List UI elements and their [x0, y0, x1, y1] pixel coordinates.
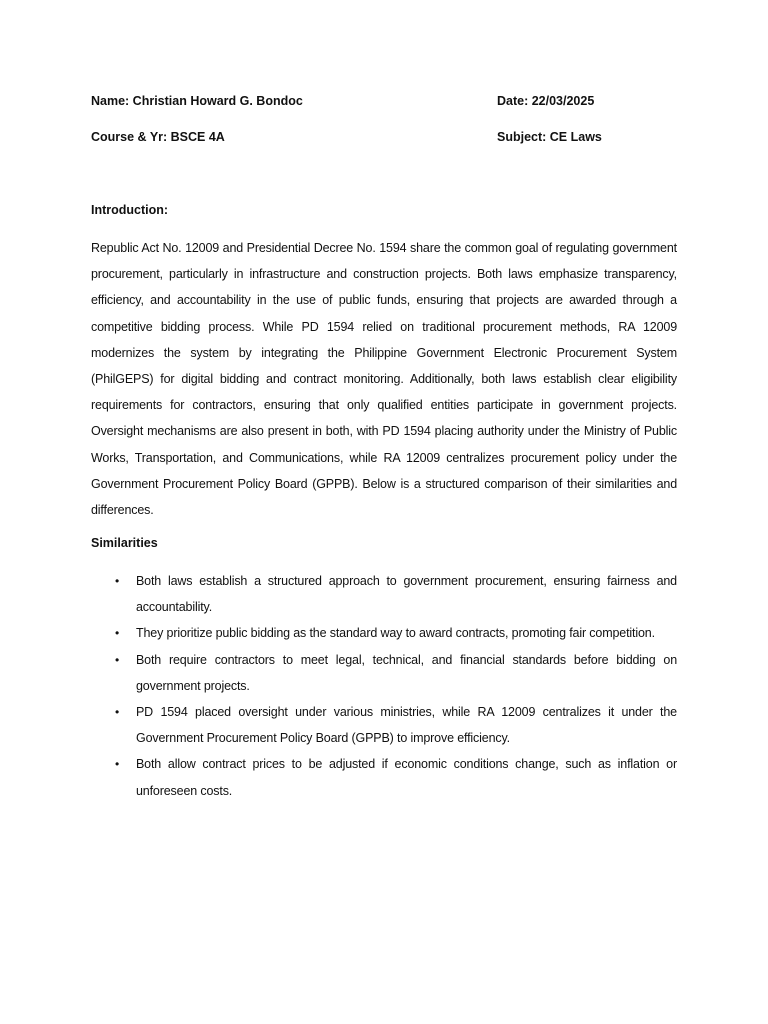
list-item: [91, 647, 677, 699]
similarities-list: [91, 568, 677, 804]
introduction-paragraph: Republic Act No. 12009 and Presidential Decree No. 1594 share the common goal of regulating government procurement, particularly in infrastructure and construction projects. Both laws emphasize transparency, efficiency, and accountability in the use of public funds, ensuring that projects are awarded through a competitive bidding process. While PD 1594 relied on traditional procurement methods, RA 12009 modernizes the system by integrating the Philippine Government Electronic Procurement System (PhilGEPS) for digital bidding and contract monitoring. Additionally, both laws establish clear eligibility requirements for contractors, ensuring that only qualified entities participate in government projects. Oversight mechanisms are also present in both, with PD 1594 placing authority under the Ministry of Public Works, Transportation, and Communications, while RA 12009 centralizes procurement policy under the Government Procurement Policy Board (GPPB). Below is a structured comparison of their similarities and differences.: [91, 241, 677, 518]
bullet-icon: •: [115, 626, 120, 641]
date-field: Date: 22/03/2025: [497, 94, 595, 108]
subject-field: Subject: CE Laws: [497, 130, 602, 144]
bullet-icon: •: [115, 652, 120, 667]
bullet-icon: •: [115, 705, 120, 720]
list-item-text: They prioritize public bidding as the standard way to award contracts, promoting fair competition.: [136, 626, 655, 641]
bullet-icon: •: [115, 574, 120, 588]
list-item: [91, 751, 677, 803]
list-item: [91, 568, 677, 620]
list-item-text: Both require contractors to meet legal, technical, and financial standards before bidding on government projects.: [136, 652, 677, 693]
list-item-text: Both allow contract prices to be adjusted if economic conditions change, such as inflation or unforeseen costs.: [136, 757, 677, 798]
bullet-icon: •: [115, 757, 120, 772]
student-name: Name: Christian Howard G. Bondoc: [91, 94, 303, 108]
similarities-heading: Similarities: [91, 536, 158, 550]
list-item: [91, 620, 677, 646]
list-item-text: PD 1594 placed oversight under various ministries, while RA 12009 centralizes it under the Government Procurement Policy Board (GPPB) to improve efficiency.: [136, 705, 677, 746]
introduction-heading: Introduction:: [91, 203, 169, 217]
course-year: Course & Yr: BSCE 4A: [91, 130, 225, 144]
list-item-text: Both laws establish a structured approach to government procurement, ensuring fairness and accountability.: [136, 574, 677, 615]
list-item: [91, 699, 677, 751]
